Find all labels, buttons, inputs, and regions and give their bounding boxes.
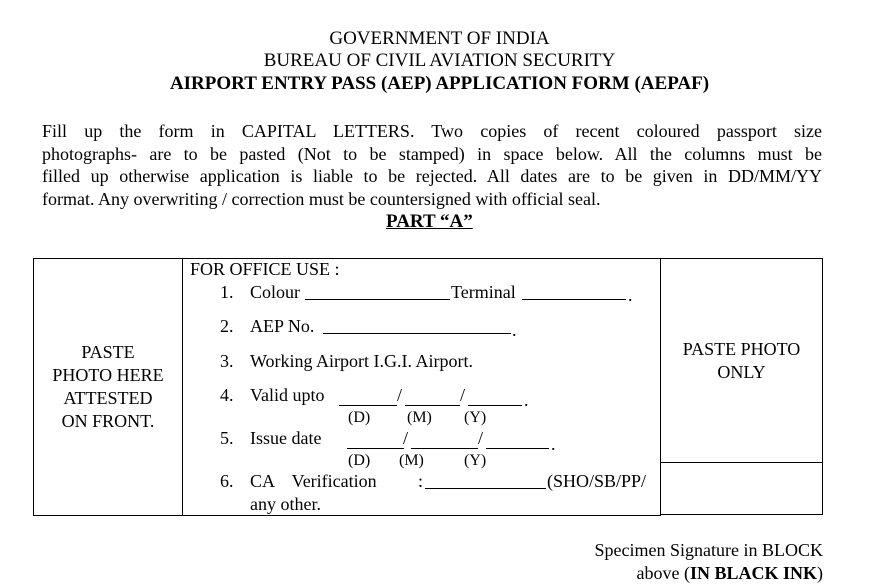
office-use-heading: FOR OFFICE USE : — [190, 259, 340, 279]
valid-upto-month-field[interactable] — [405, 391, 460, 406]
left-photo-instructions — [34, 341, 182, 433]
valid-upto-slash-1: / — [397, 385, 403, 405]
signature-note-line-2 — [636, 563, 823, 584]
issue-date-year-field[interactable] — [486, 434, 549, 449]
left-photo-line-2: PHOTO HERE — [52, 365, 164, 385]
valid-upto-slash-2: / — [460, 385, 466, 405]
valid-upto-y-label: (Y) — [464, 409, 487, 426]
item-6-line-2: any other. — [250, 494, 321, 514]
valid-upto-m-label: (M) — [407, 409, 432, 426]
form-title: AIRPORT ENTRY PASS (AEP) APPLICATION FORM (AEPAF) — [169, 73, 710, 94]
item-2-number: 2. — [220, 316, 234, 336]
instruction-line-1: Fill up the form in CAPITAL LETTERS. Two copies of recent coloured passport size — [42, 121, 822, 141]
item-6-number: 6. — [220, 471, 234, 491]
instruction-line-3: filled up otherwise application is liable to be rejected. All dates are to be given in DD/MM/YY — [42, 166, 822, 186]
right-photo-instructions — [661, 338, 822, 384]
item-5-period: . — [551, 434, 556, 454]
item-6-colon: : — [418, 471, 424, 491]
item-3-number: 3. — [220, 351, 234, 371]
item-4-number: 4. — [220, 385, 234, 405]
aep-number-field[interactable] — [323, 319, 511, 334]
ca-verification-field[interactable] — [425, 474, 546, 489]
instruction-line-4: format. Any overwriting / correction must be countersigned with official seal. — [42, 188, 601, 209]
left-photo-line-3: ATTESTED — [63, 388, 153, 408]
right-photo-line-2: ONLY — [717, 362, 766, 382]
header-bureau: BUREAU OF CIVIL AVIATION SECURITY — [263, 50, 616, 71]
signature-note-line-1: Specimen Signature in BLOCK — [594, 540, 823, 560]
right-photo-line-1: PASTE PHOTO — [682, 339, 801, 359]
item-1-colour-label: Colour — [250, 282, 301, 302]
signature-note-prefix: above ( — [636, 563, 690, 583]
instructions — [42, 120, 822, 210]
item-2-label: AEP No. — [250, 316, 315, 336]
item-2-period: . — [512, 320, 517, 340]
signature-note-suffix: ) — [817, 563, 823, 583]
part-title: PART “A” — [386, 211, 473, 232]
item-1-number: 1. — [220, 282, 234, 302]
issue-date-d-label: (D) — [348, 452, 371, 469]
signature-note-ink: IN BLACK INK — [689, 563, 817, 583]
issue-date-day-field[interactable] — [347, 434, 404, 449]
valid-upto-day-field[interactable] — [339, 391, 397, 406]
issue-date-m-label: (M) — [399, 452, 424, 469]
item-5-label: Issue date — [250, 428, 322, 448]
item-4-period: . — [524, 390, 529, 410]
item-6-suffix: (SHO/SB/PP/ — [547, 471, 647, 491]
terminal-field[interactable] — [522, 285, 626, 300]
item-6-label: CA Verification — [250, 471, 377, 491]
item-4-label: Valid upto — [250, 385, 325, 405]
issue-date-slash-1: / — [403, 428, 409, 448]
issue-date-y-label: (Y) — [464, 452, 487, 469]
valid-upto-year-field[interactable] — [468, 391, 522, 406]
item-3-label: Working Airport I.G.I. Airport. — [250, 351, 474, 371]
colour-field[interactable] — [305, 285, 450, 300]
item-1-terminal-label: Terminal — [451, 282, 516, 302]
item-5-number: 5. — [220, 428, 234, 448]
left-photo-line-1: PASTE — [81, 342, 135, 362]
issue-date-slash-2: / — [478, 428, 484, 448]
issue-date-month-field[interactable] — [411, 434, 478, 449]
signature-box[interactable] — [660, 461, 823, 515]
left-photo-line-4: ON FRONT. — [61, 411, 155, 431]
instruction-line-2: photographs- are to be pasted (Not to be stamped) in space below. All the columns must be — [42, 143, 822, 164]
valid-upto-d-label: (D) — [348, 409, 371, 426]
item-1-period: . — [628, 285, 633, 305]
header-government: GOVERNMENT OF INDIA — [329, 28, 550, 49]
